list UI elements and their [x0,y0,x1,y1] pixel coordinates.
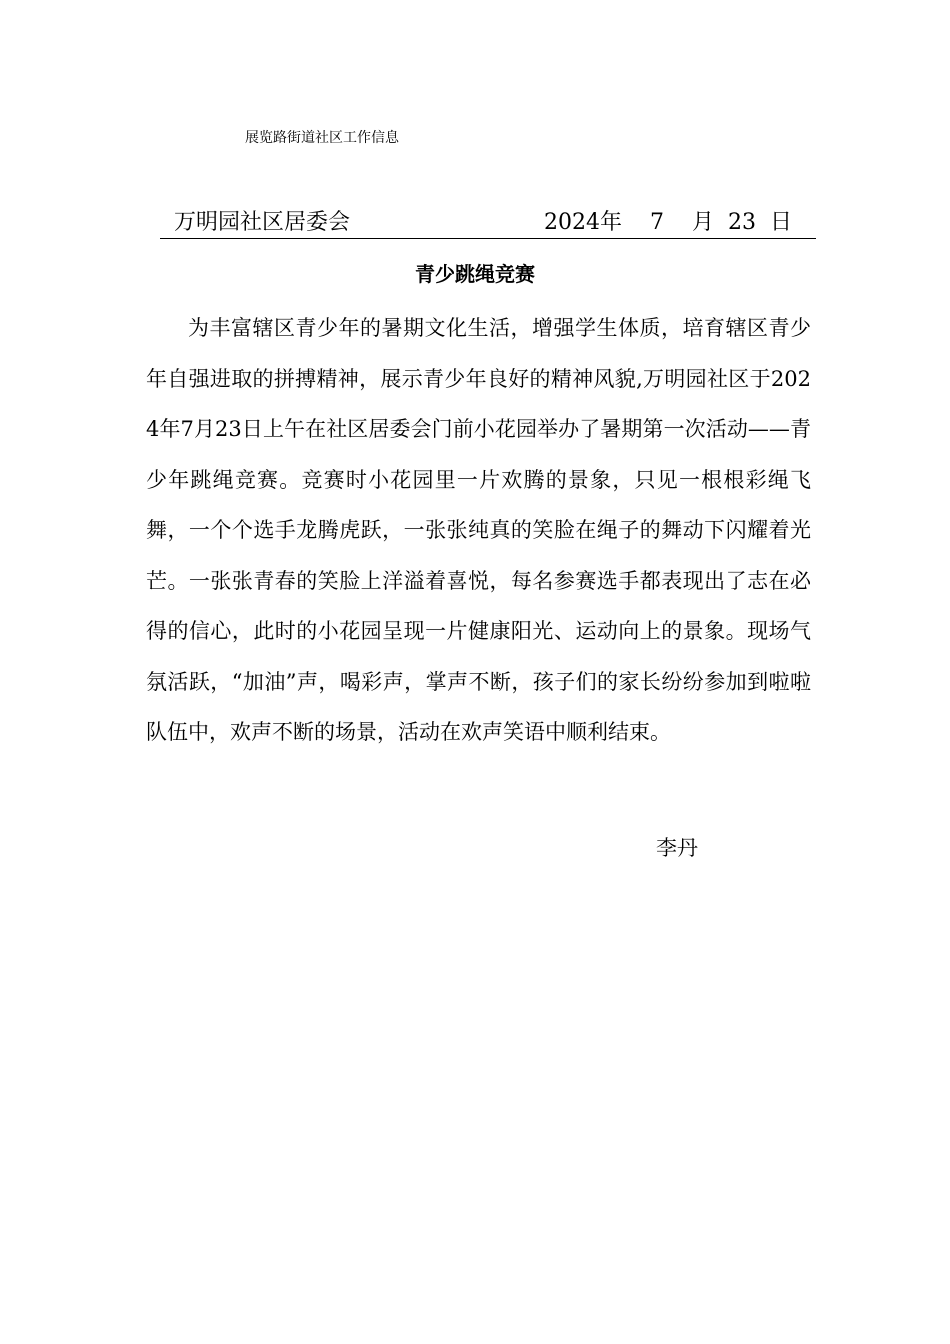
article-title: 青少跳绳竞赛 [415,262,535,286]
organization-date-line [160,208,816,239]
date-month-unit: 月 [692,210,715,235]
date-month: 7 [650,210,665,235]
article-body: 为丰富辖区青少年的暑期文化生活，增强学生体质，培育辖区青少年自强进取的拼搏精神，展示青少年良好的精神风貌,万明园社区于2024年7月23日上午在社区居委会门前小花园举办了暑期第一次活动——青少年跳绳竞赛。竞赛时小花园里一片欢腾的景象，只见一根根彩绳飞舞，一个个选手龙腾虎跃，一张张纯真的笑脸在绳子的舞动下闪耀着光芒。一张张青春的笑脸上洋溢着喜悦，每名参赛选手都表现出了志在必得的信心，此时的小花园呈现一片健康阳光、运动向上的景象。现场气氛活跃，“加油”声，喝彩声，掌声不断，孩子们的家长纷纷参加到啦啦队伍中，欢声不断的场景，活动在欢声笑语中顺利结束。 [146,316,811,744]
date-day-unit: 日 [770,210,793,235]
date-day: 23 [728,210,757,235]
organization-name: 万明园社区居委会 [174,210,351,235]
header-note: 展览路街道社区工作信息 [245,130,399,146]
author-name: 李丹 [656,836,698,860]
report-date [544,208,792,238]
date-year-unit: 年 [600,210,623,235]
date-year: 2024 [544,210,600,235]
